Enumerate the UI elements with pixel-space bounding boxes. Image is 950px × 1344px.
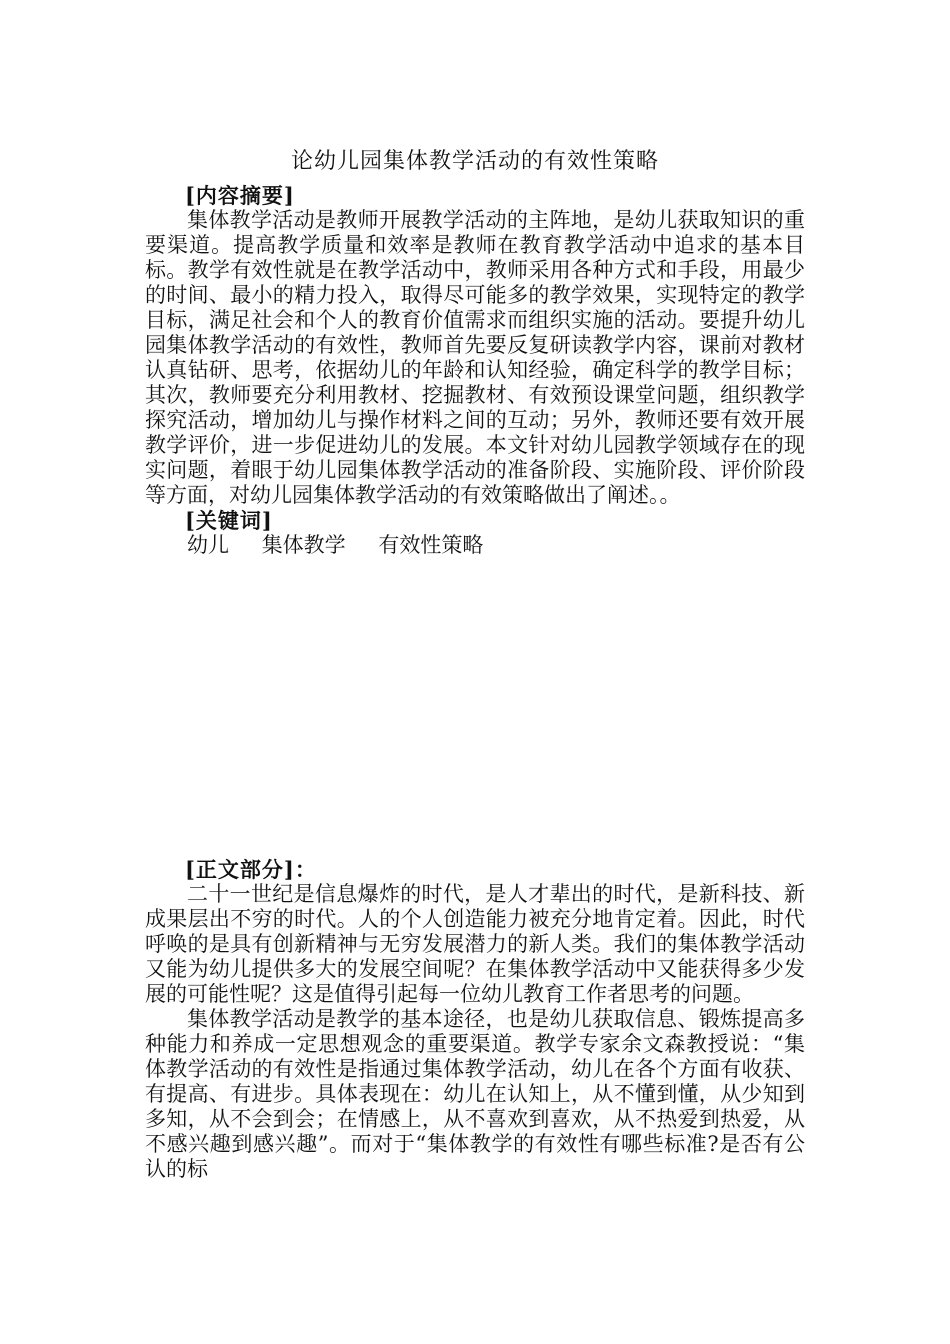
keyword-item: 有效性策略 bbox=[378, 533, 484, 557]
keywords-heading: [关键词] bbox=[185, 508, 273, 533]
keyword-item: 集体教学 bbox=[261, 533, 346, 557]
document-title: 论幼儿园集体教学活动的有效性策略 bbox=[290, 149, 659, 174]
keyword-item: 幼儿 bbox=[187, 533, 229, 557]
body-heading: [正文部分]： bbox=[185, 857, 317, 882]
abstract-heading: [内容摘要] bbox=[185, 183, 295, 208]
body-section bbox=[145, 857, 805, 1182]
body-paragraph: 二十一世纪是信息爆炸的时代，是人才辈出的时代，是新科技、新成果层出不穷的时代。人的个人创造能力被充分地肯定着。因此，时代呼唤的是具有创新精神与无穷发展潜力的新人类。我们的集体教学活动又能为幼儿提供多大的发展空间呢？在集体教学活动中又能获得多少发展的可能性呢？这是值得引起每一位幼儿教育工作者思考的问题。 bbox=[145, 882, 805, 1006]
abstract-text: 集体教学活动是教师开展教学活动的主阵地，是幼儿获取知识的重要渠道。提高教学质量和效率是教师在教育教学活动中追求的基本目标。教学有效性就是在教学活动中，教师采用各种方式和手段，用最少的时间、最小的精力投入，取得尽可能多的教学效果，实现特定的教学目标，满足社会和个人的教育价值需求而组织实施的活动。要提升幼儿园集体教学活动的有效性，教师首先要反复研读教学内容，课前对教材认真钻研、思考，依据幼儿的年龄和认知经验，确定科学的教学目标；其次，教师要充分利用教材、挖掘教材、有效预设课堂问题，组织教学探究活动，增加幼儿与操作材料之间的互动；另外，教师还要有效开展教学评价，进一步促进幼儿的发展。本文针对幼儿园教学领域存在的现实问题，着眼于幼儿园集体教学活动的准备阶段、实施阶段、评价阶段等方面，对幼儿园集体教学活动的有效策略做出了阐述。。 bbox=[145, 208, 805, 507]
abstract-section bbox=[145, 183, 805, 558]
body-paragraph: 集体教学活动是教学的基本途径，也是幼儿获取信息、锻炼提高多种能力和养成一定思想观念的重要渠道。教学专家余文森教授说：“集体教学活动的有效性是指通过集体教学活动，幼儿在各个方面有收获、有提高、有进步。具体表现在：幼儿在认知上，从不懂到懂，从少知到多知，从不会到会；在情感上，从不喜欢到喜欢，从不热爱到热爱，从不感兴趣到感兴趣”。而对于“集体教学的有效性有哪些标准?是否有公认的标 bbox=[145, 1007, 805, 1181]
keywords-list bbox=[145, 533, 805, 558]
